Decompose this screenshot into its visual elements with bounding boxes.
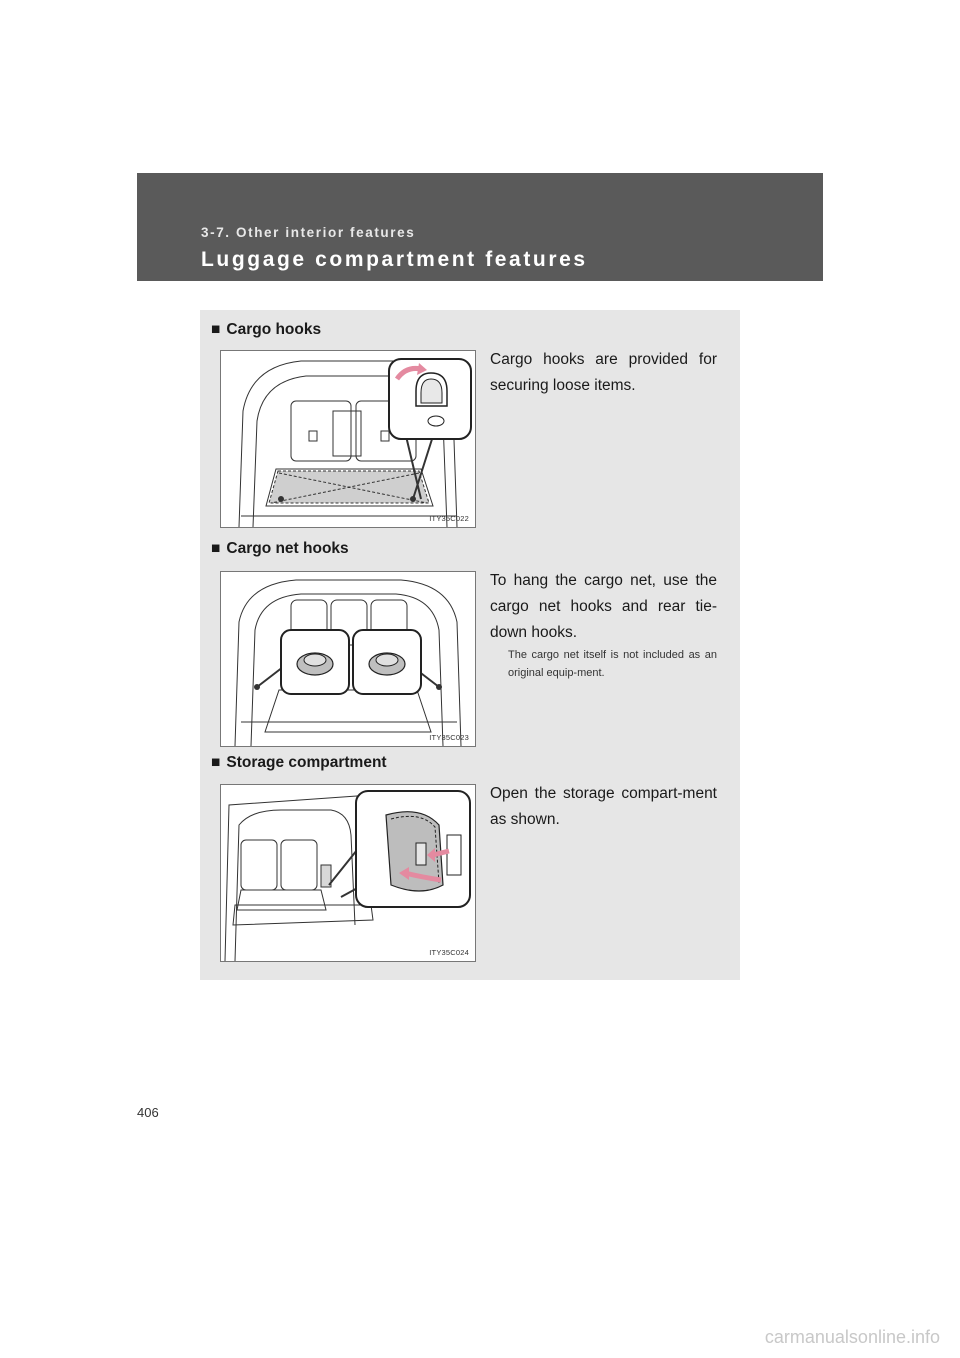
figure-storage-compartment	[220, 784, 476, 962]
bullet-square-icon: ■	[211, 754, 221, 771]
figure-cargo-net-hooks	[220, 571, 476, 747]
cargo-hooks-text: Cargo hooks are provided for securing loose items.	[490, 351, 717, 394]
storage-compartment-illustration	[221, 785, 475, 961]
watermark: carmanualsonline.info	[764, 1327, 940, 1347]
figure-code: ITY35C024	[429, 948, 469, 957]
figure-cargo-hooks	[220, 350, 476, 528]
cargo-net-hooks-text: To hang the cargo net, use the cargo net hooks and rear tie-down hooks.	[490, 572, 717, 641]
cargo-hooks-illustration	[221, 351, 475, 527]
cargo-net-note: The cargo net itself is not included as an original equip-ment.	[508, 649, 717, 679]
figure-code: ITY35C023	[429, 733, 469, 742]
page-title: Luggage compartment features	[201, 248, 588, 271]
storage-compartment-text: Open the storage compart-ment as shown.	[490, 785, 717, 828]
bullet-square-icon: ■	[211, 540, 221, 557]
heading-cargo-net-hooks: ■ Cargo net hooks	[211, 540, 349, 557]
heading-cargo-hooks: ■ Cargo hooks	[211, 321, 322, 338]
figure-code: ITY35C022	[429, 514, 469, 523]
heading-storage-compartment: ■ Storage compartment	[211, 754, 387, 771]
chapter-header	[137, 173, 823, 281]
bullet-square-icon: ■	[211, 321, 221, 338]
cargo-net-hooks-illustration	[221, 572, 475, 746]
section-label: 3-7. Other interior features	[201, 225, 416, 240]
page-number: 406	[137, 1105, 159, 1120]
